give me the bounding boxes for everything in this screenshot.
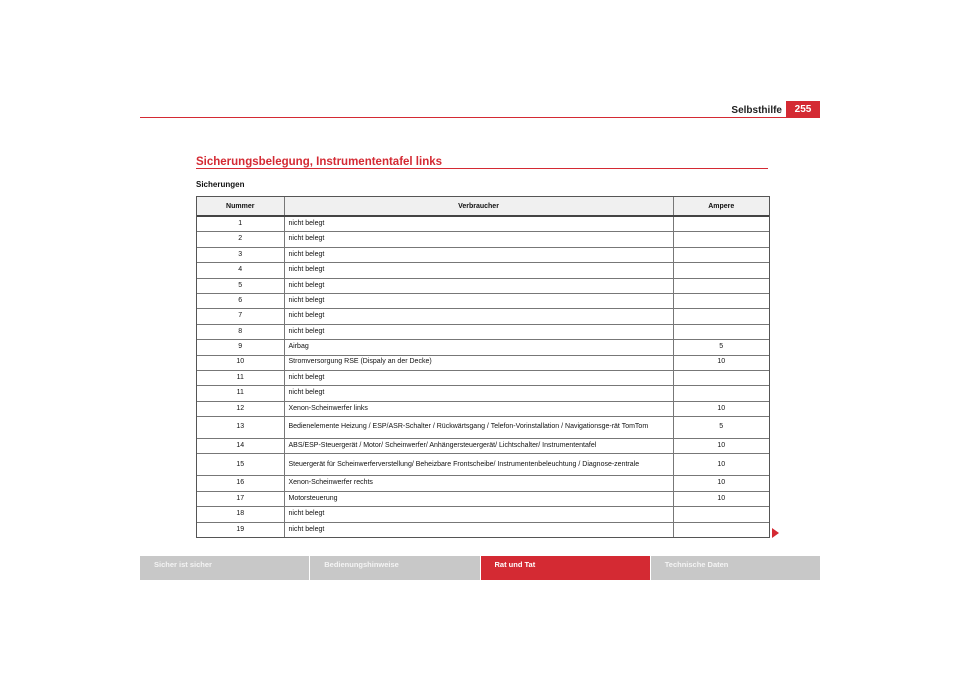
- consumer-name: nicht belegt: [284, 386, 673, 401]
- consumer-name: nicht belegt: [284, 522, 673, 537]
- section-rule: [196, 168, 768, 169]
- table-row: [197, 454, 769, 476]
- fuse-number: 16: [197, 476, 284, 491]
- consumer-name: nicht belegt: [284, 507, 673, 522]
- fuse-number: 9: [197, 340, 284, 355]
- fuse-table: [196, 196, 770, 538]
- fuse-number: 3: [197, 247, 284, 262]
- ampere-value: 10: [673, 476, 769, 491]
- fuse-number: 1: [197, 216, 284, 232]
- ampere-value: [673, 507, 769, 522]
- fuse-number: 7: [197, 309, 284, 324]
- section-title: Sicherungsbelegung, Instrumententafel links: [196, 156, 443, 168]
- fuse-number: 10: [197, 355, 284, 370]
- fuse-number: 19: [236, 525, 245, 533]
- table-row: [197, 232, 769, 247]
- table-row: [197, 216, 769, 232]
- ampere-value: 5: [673, 417, 769, 439]
- ampere-value: [673, 370, 769, 385]
- fuse-number: 15: [197, 454, 284, 476]
- consumer-name: Bedienelemente Heizung / ESP/ASR-Schalter / Rückwärtsgang / Telefon-Vorinstallation / Navigationsge-rät TomTom: [284, 417, 673, 439]
- fuse-number: 5: [197, 278, 284, 293]
- consumer-name: Stromversorgung RSE (Dispaly an der Decke): [284, 355, 673, 370]
- table-row: [197, 293, 769, 308]
- nav-tab-sicher-ist-sicher[interactable]: Sicher ist sicher: [140, 556, 309, 580]
- table-row: [197, 439, 769, 454]
- subheading: Sicherungen: [196, 180, 245, 189]
- table-row: [197, 507, 769, 522]
- table-row: [197, 522, 769, 537]
- ampere-value: [673, 309, 769, 324]
- ampere-value: [673, 232, 769, 247]
- fuse-number: 17: [197, 491, 284, 506]
- nav-tab-technische-daten[interactable]: Technische Daten: [651, 556, 820, 580]
- nav-tab-rat-und-tat[interactable]: Rat und Tat: [481, 556, 650, 580]
- table-row: [197, 355, 769, 370]
- fuse-number: 4: [197, 263, 284, 278]
- ampere-value: [673, 278, 769, 293]
- consumer-name: nicht belegt: [284, 370, 673, 385]
- consumer-name: nicht belegt: [284, 216, 673, 232]
- next-page-icon[interactable]: [772, 528, 779, 538]
- consumer-name: Steuergerät für Scheinwerferverstellung/ Beheizbare Frontscheibe/ Instrumentenbeleuchtung / Diagnose-zentrale: [284, 454, 673, 476]
- ampere-value: [673, 247, 769, 262]
- fuse-number: 6: [197, 293, 284, 308]
- table-row: [197, 247, 769, 262]
- ampere-value: 10: [673, 439, 769, 454]
- consumer-name: nicht belegt: [284, 232, 673, 247]
- ampere-value: [673, 293, 769, 308]
- column-header-nummer: Nummer: [197, 197, 284, 216]
- consumer-name: ABS/ESP-Steuergerät / Motor/ Scheinwerfer/ Anhängersteuergerät/ Lichtschalter/ Instrumententafel: [284, 439, 673, 454]
- nav-tab-bedienungshinweise[interactable]: Bedienungshinweise: [310, 556, 479, 580]
- table-row: [197, 278, 769, 293]
- table-row: [197, 386, 769, 401]
- consumer-name: nicht belegt: [284, 324, 673, 339]
- consumer-name: nicht belegt: [284, 309, 673, 324]
- fuse-number: 13: [197, 417, 284, 439]
- ampere-value: [673, 216, 769, 232]
- consumer-name: Xenon-Scheinwerfer rechts: [284, 476, 673, 491]
- column-header-ampere: Ampere: [673, 197, 769, 216]
- consumer-name: Motorsteuerung: [284, 491, 673, 506]
- consumer-name: nicht belegt: [284, 293, 673, 308]
- footer-nav: [140, 556, 820, 580]
- column-header-verbraucher: Verbraucher: [284, 197, 673, 216]
- fuse-number: 11: [197, 370, 284, 385]
- table-row: [197, 340, 769, 355]
- table-body: [197, 216, 769, 537]
- ampere-value: 5: [673, 340, 769, 355]
- fuse-number: 14: [197, 439, 284, 454]
- ampere-value: 10: [673, 355, 769, 370]
- ampere-value: [673, 324, 769, 339]
- fuse-number: 8: [197, 324, 284, 339]
- consumer-name: nicht belegt: [284, 278, 673, 293]
- table-row: [197, 263, 769, 278]
- ampere-value: 10: [673, 401, 769, 416]
- table-row: [197, 417, 769, 439]
- consumer-name: nicht belegt: [284, 263, 673, 278]
- table-row: [197, 309, 769, 324]
- header-rule: [140, 117, 820, 118]
- table-header-row: [197, 197, 769, 216]
- consumer-name: Xenon-Scheinwerfer links: [284, 401, 673, 416]
- ampere-value: [673, 522, 769, 537]
- consumer-name: Airbag: [284, 340, 673, 355]
- table-row: [197, 491, 769, 506]
- consumer-name: nicht belegt: [284, 247, 673, 262]
- table-row: [197, 324, 769, 339]
- fuse-number: 2: [197, 232, 284, 247]
- ampere-value: 10: [673, 491, 769, 506]
- running-title: Selbsthilfe: [731, 105, 782, 116]
- table-row: [197, 401, 769, 416]
- table-row: [197, 476, 769, 491]
- ampere-value: [673, 386, 769, 401]
- fuse-number: 11: [197, 386, 284, 401]
- fuse-number: 12: [197, 401, 284, 416]
- ampere-value: 10: [673, 454, 769, 476]
- fuse-number: 18: [197, 507, 284, 522]
- table-row: [197, 370, 769, 385]
- ampere-value: [673, 263, 769, 278]
- page-number: 255: [786, 101, 820, 118]
